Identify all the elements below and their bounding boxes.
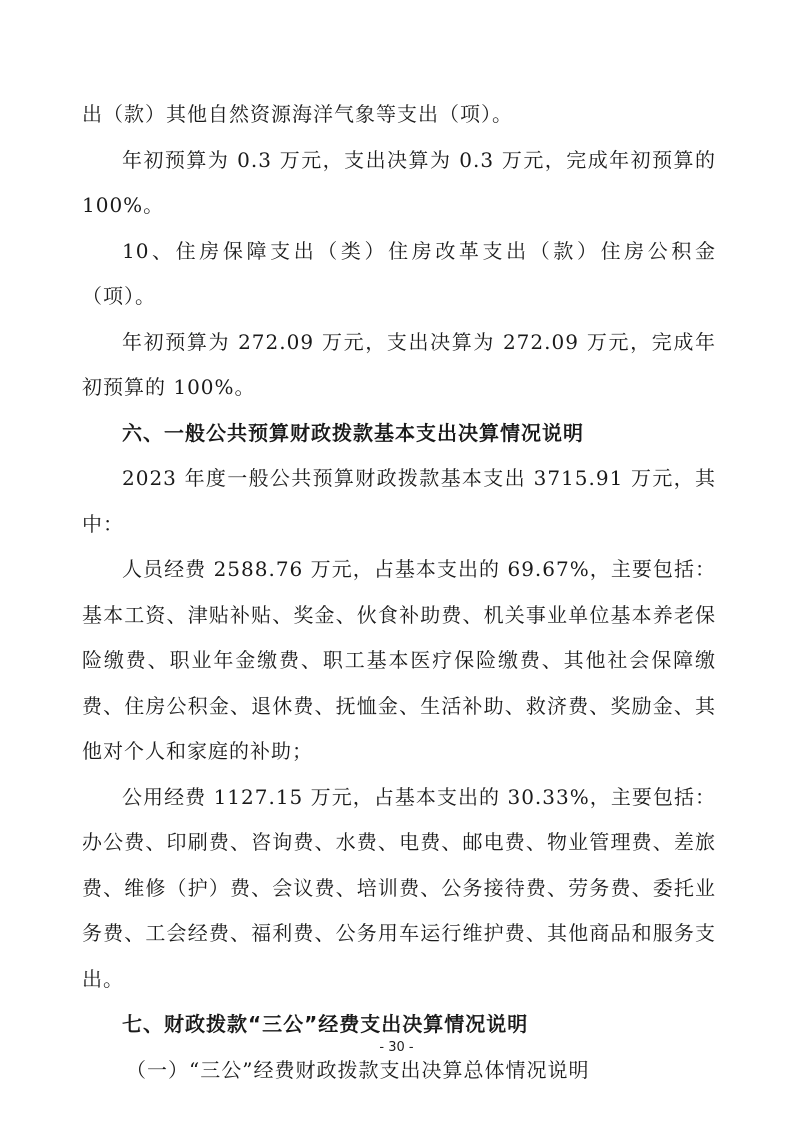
paragraph-budget-272-09: 年初预算为 272.09 万元，支出决算为 272.09 万元，完成年初预算的 100%。 xyxy=(82,329,716,399)
document-body xyxy=(82,92,716,1093)
paragraph-housing-item: 10、住房保障支出（类）住房改革支出（款）住房公积金（项）。 xyxy=(82,238,716,308)
paragraph-basic-expenditure: 2023 年度一般公共预算财政拨款基本支出 3715.91 万元，其中： xyxy=(82,466,716,536)
paragraph-public-expenses: 公用经费 1127.15 万元，占基本支出的 30.33%，主要包括：办公费、印刷费、咨询费、水费、电费、邮电费、物业管理费、差旅费、维修（护）费、会议费、培训费、公务接待费、劳务费、委托业务费、工会经费、福利费、公务用车运行维护费、其他商品和服务支出。 xyxy=(82,784,716,991)
section-heading-seven: 七、财政拨款“三公”经费支出决算情况说明 xyxy=(122,1012,529,1036)
paragraph-personnel-expenses: 人员经费 2588.76 万元，占基本支出的 69.67%，主要包括：基本工资、津贴补贴、奖金、伙食补助费、机关事业单位基本养老保险缴费、职业年金缴费、职工基本医疗保险缴费、其他社会保障缴费、住房公积金、退休费、抚恤金、生活补助、救济费、奖励金、其他对个人和家庭的补助； xyxy=(82,557,716,763)
page-number: - 30 - xyxy=(379,1040,414,1055)
subsection-heading-one: （一）“三公”经费财政拨款支出决算总体情况说明 xyxy=(126,1057,590,1082)
section-heading-six: 六、一般公共预算财政拨款基本支出决算情况说明 xyxy=(122,420,584,445)
paragraph-continuation: 出（款）其他自然资源海洋气象等支出（项）。 xyxy=(82,102,513,126)
paragraph-budget-0-3: 年初预算为 0.3 万元，支出决算为 0.3 万元，完成年初预算的 100%。 xyxy=(82,147,716,217)
